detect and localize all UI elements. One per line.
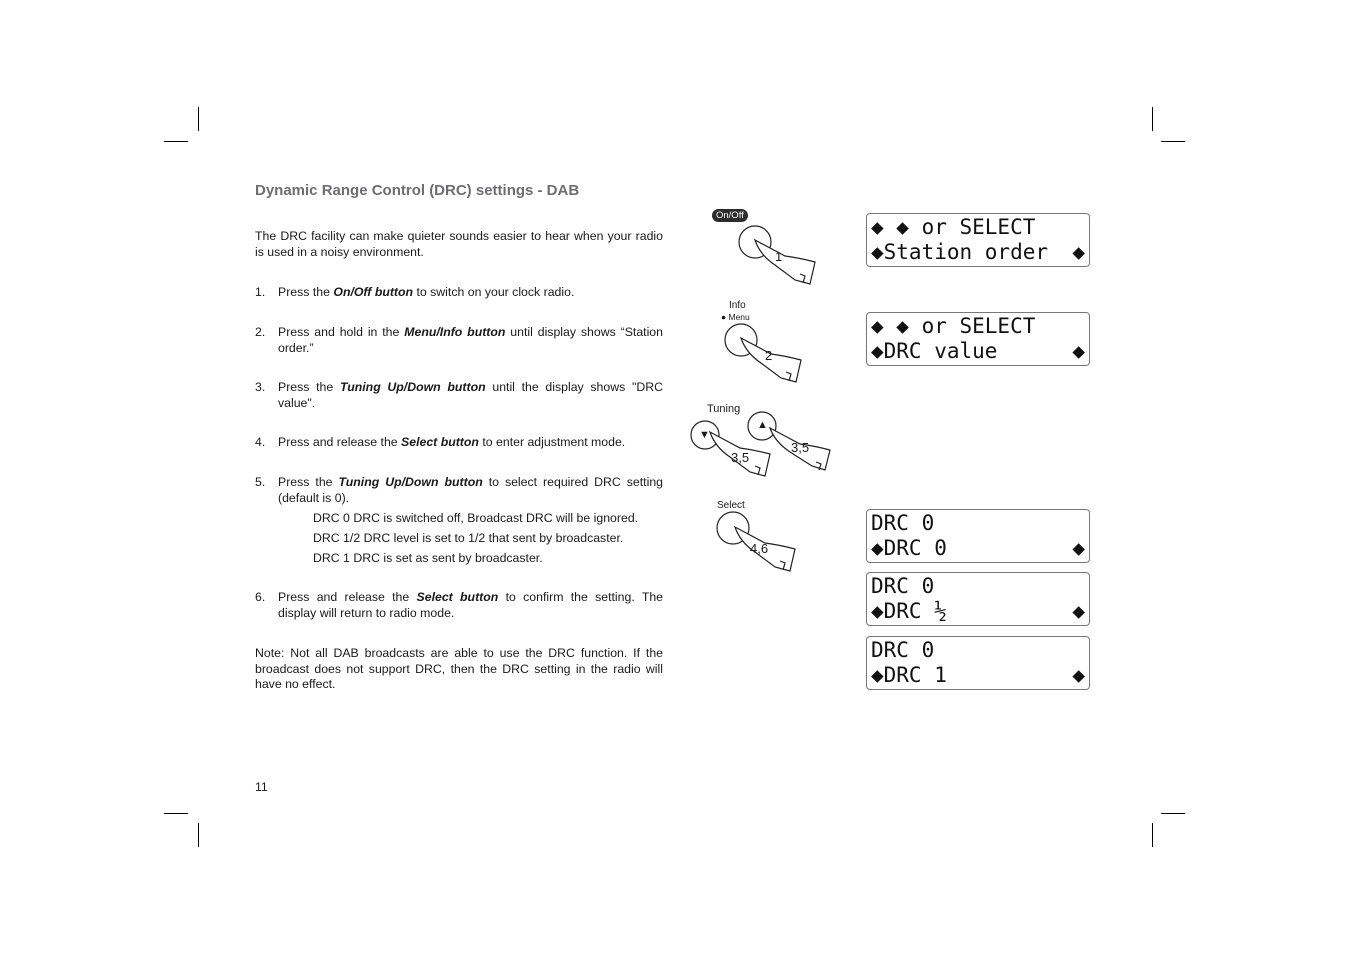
right-arrow-icon: ◆: [1072, 339, 1085, 363]
step-button-name: Menu/Info button: [404, 325, 506, 339]
page-title: Dynamic Range Control (DRC) settings - DAB: [255, 182, 580, 199]
step-text: to enter adjustment mode.: [478, 435, 626, 449]
onoff-label: On/Off: [712, 209, 748, 222]
lcd-line-1: DRC 0: [871, 638, 935, 662]
lcd-line-2: ◆DRC value: [871, 339, 998, 363]
right-arrow-icon: ◆: [1072, 240, 1085, 264]
select-label: Select: [717, 500, 745, 511]
step-ref-4-6: 4,6: [750, 541, 769, 556]
step-ref-2: 2: [765, 348, 773, 363]
step-text: Press and hold in the: [278, 325, 405, 339]
lcd-line-1: DRC 0: [871, 574, 935, 598]
lcd-display-station-order: [866, 213, 1090, 267]
lcd-line-2: ◆Station order: [871, 240, 1049, 264]
lcd-line-2: ◆DRC 0: [871, 536, 947, 560]
lcd-display-drc-half: [866, 572, 1090, 626]
down-arrow-icon: ▼: [699, 429, 710, 441]
step-number: 2.: [255, 325, 266, 339]
drc-option-0: DRC 0 DRC is switched off, Broadcast DRC will be ignored.: [313, 511, 639, 525]
tuning-label: Tuning: [707, 403, 741, 415]
step-text: to select required DRC setting (default is 0).: [278, 475, 663, 505]
lcd-line-2: ◆DRC 1: [871, 663, 947, 687]
step-text: Press the: [278, 475, 339, 489]
step-button-name: Tuning Up/Down button: [339, 380, 486, 394]
lcd-line-1: DRC 0: [871, 511, 935, 535]
lcd-display-drc-1: [866, 636, 1090, 690]
info-label: Info: [729, 300, 746, 311]
step-text: to confirm the setting. The display will return to radio mode.: [278, 590, 664, 620]
lcd-display-drc-0: [866, 509, 1090, 563]
lcd-line-2: ◆DRC ½: [871, 599, 947, 623]
step-number: 5.: [255, 475, 266, 489]
right-arrow-icon: ◆: [1072, 536, 1085, 560]
page-number: 11: [255, 780, 268, 794]
step-text: Press the: [278, 285, 334, 299]
note-paragraph: Note: Not all DAB broadcasts are able to use the DRC function. If the broadcast does not support DRC, then the DRC setting in the radio will have no effect.: [255, 646, 663, 691]
intro-paragraph: The DRC facility can make quieter sounds easier to hear when your radio is used in a noisy environment.: [255, 229, 663, 259]
step-text: until display shows “Station order.”: [278, 325, 663, 355]
step-text: to switch on your clock radio.: [413, 285, 575, 299]
lcd-display-drc-value: [866, 312, 1090, 366]
step-button-name: Select button: [401, 435, 479, 449]
right-arrow-icon: ◆: [1072, 663, 1085, 687]
step-button-name: On/Off button: [333, 285, 414, 299]
step-ref-3-5-down: 3,5: [731, 450, 750, 465]
drc-option-1: DRC 1 DRC is set as sent by broadcaster.: [313, 551, 543, 565]
drc-option-half: DRC 1/2 DRC level is set to 1/2 that sent by broadcaster.: [313, 531, 624, 545]
step-number: 1.: [255, 285, 266, 299]
step-ref-3-5-up: 3,5: [791, 440, 810, 455]
right-arrow-icon: ◆: [1072, 599, 1085, 623]
step-number: 3.: [255, 380, 266, 394]
step-ref-1: 1: [775, 249, 783, 264]
step-text: Press and release the: [278, 435, 402, 449]
step-button-name: Select button: [416, 590, 499, 604]
step-button-name: Tuning Up/Down button: [338, 475, 483, 489]
up-arrow-icon: ▲: [757, 419, 768, 431]
menu-label: ● Menu: [721, 312, 750, 322]
lcd-line-1: ◆ ◆ or SELECT: [871, 314, 1036, 338]
step-number: 6.: [255, 590, 266, 604]
step-text: Press and release the: [278, 590, 417, 604]
step-text: until the display shows "DRC value".: [278, 380, 663, 410]
lcd-line-1: ◆ ◆ or SELECT: [871, 215, 1036, 239]
hand-icon: [755, 240, 815, 284]
step-text: Press the: [278, 380, 340, 394]
step-number: 4.: [255, 435, 266, 449]
